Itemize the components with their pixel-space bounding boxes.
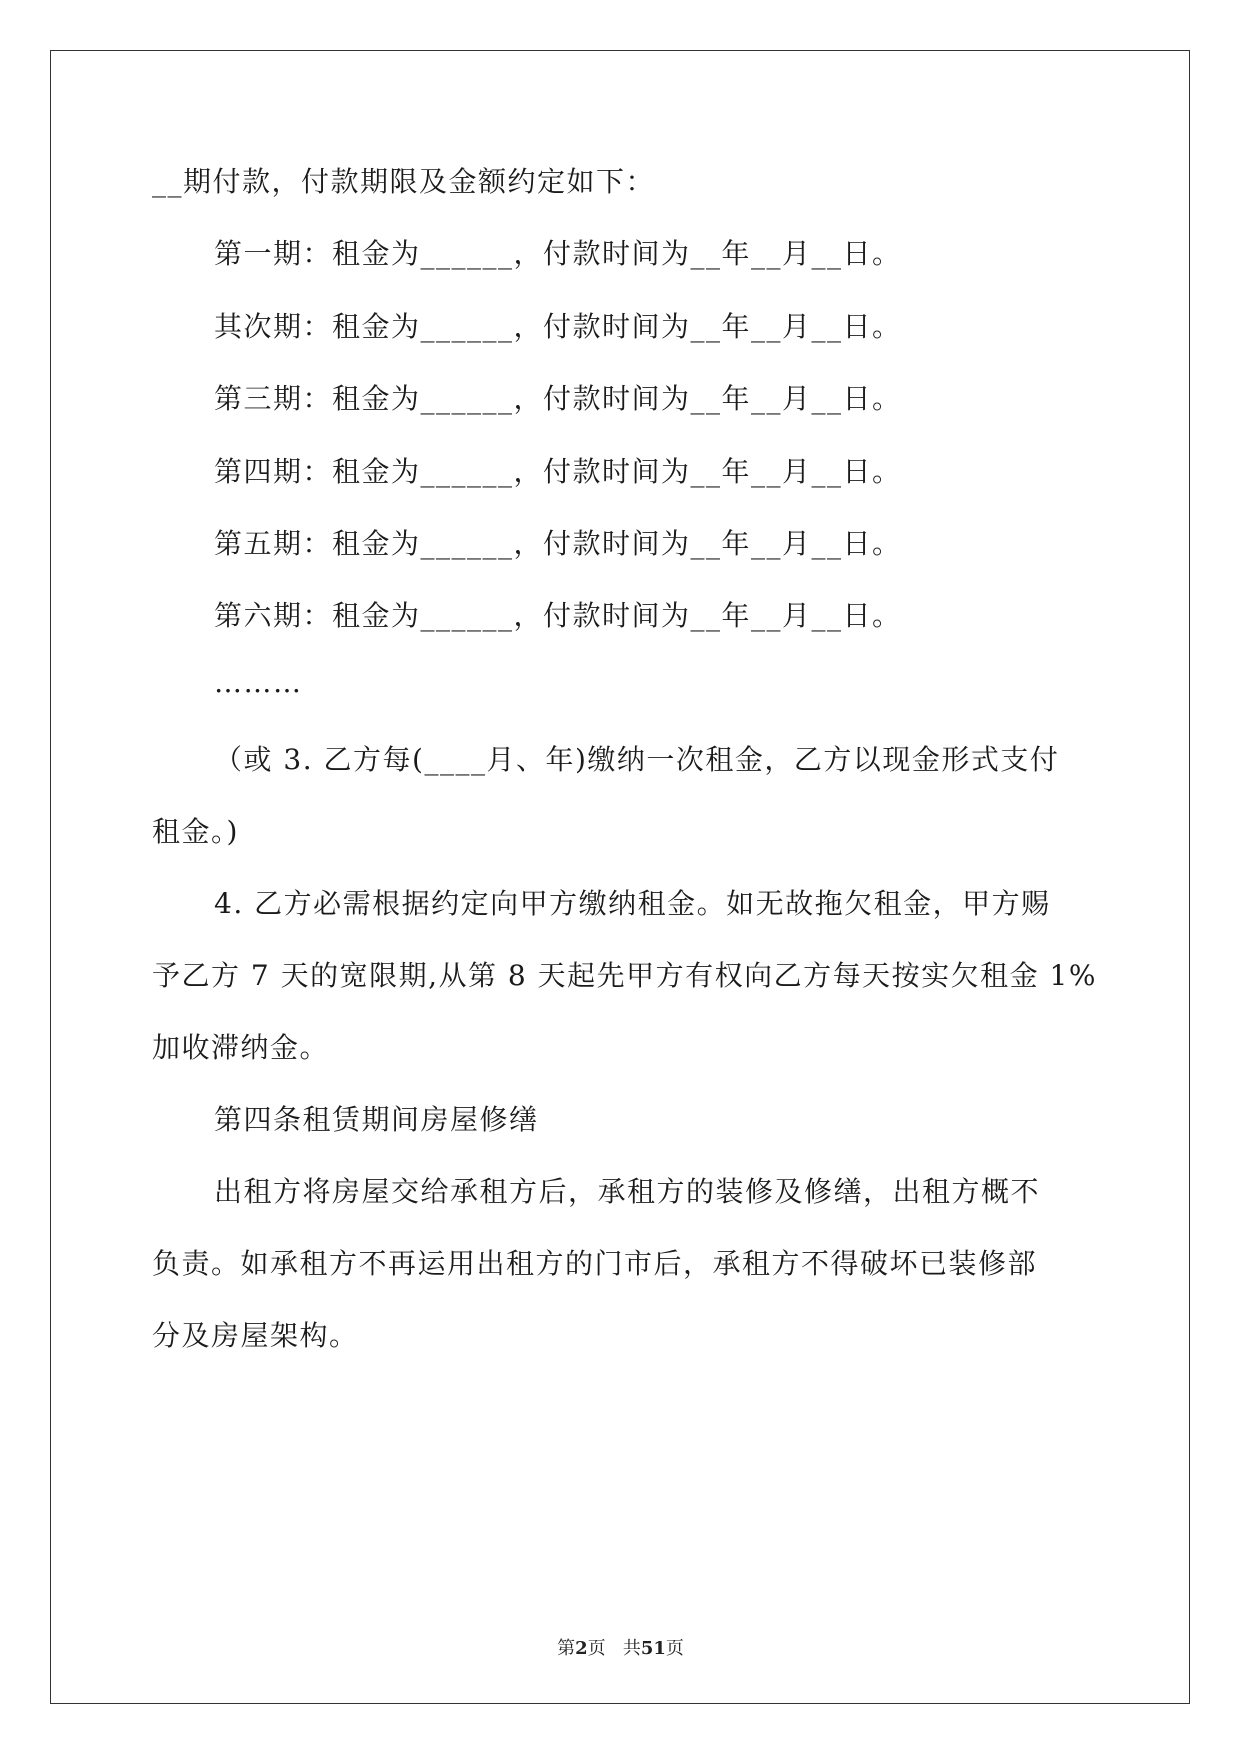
paragraph-line: __期付款，付款期限及金额约定如下： <box>152 165 656 198</box>
installment-line-4: 第四期：租金为______，付款时间为__年__月__日。 <box>214 455 902 488</box>
paragraph-line: 分及房屋架构。 <box>152 1319 359 1352</box>
page-prefix: 第 <box>557 1638 576 1659</box>
paragraph-line: 出租方将房屋交给承租方后，承租方的装修及修缮，出租方概不 <box>214 1175 1041 1208</box>
paragraph-line: （或 3. 乙方每(____月、年)缴纳一次租金，乙方以现金形式支付 <box>214 743 1060 776</box>
paragraph-line: 负责。如承租方不再运用出租方的门市后，承租方不得破坏已装修部 <box>152 1247 1038 1280</box>
installment-line-1: 第一期：租金为______，付款时间为__年__月__日。 <box>214 237 902 270</box>
section-heading: 第四条租赁期间房屋修缮 <box>214 1103 539 1136</box>
page-number: 2 <box>575 1638 588 1659</box>
installment-line-6: 第六期：租金为______，付款时间为__年__月__日。 <box>214 599 902 632</box>
total-pages: 51 <box>640 1638 666 1659</box>
installment-line-5: 第五期：租金为______，付款时间为__年__月__日。 <box>214 527 902 560</box>
total-suffix: 页 <box>665 1638 684 1659</box>
installment-line-3: 第三期：租金为______，付款时间为__年__月__日。 <box>214 382 902 415</box>
paragraph-line: 4. 乙方必需根据约定向甲方缴纳租金。如无故拖欠租金，甲方赐 <box>214 887 1051 920</box>
ellipsis-line: ……… <box>214 666 303 699</box>
installment-line-2: 其次期：租金为______，付款时间为__年__月__日。 <box>214 310 902 343</box>
page-footer <box>0 1634 1241 1660</box>
page-border <box>50 50 1190 1704</box>
page-suffix: 页 <box>587 1638 606 1659</box>
total-prefix: 共 <box>622 1638 641 1659</box>
paragraph-line: 租金。) <box>152 815 239 848</box>
paragraph-line: 加收滞纳金。 <box>152 1031 330 1064</box>
paragraph-line: 予乙方 7 天的宽限期,从第 8 天起先甲方有权向乙方每天按实欠租金 1% <box>152 959 1097 992</box>
